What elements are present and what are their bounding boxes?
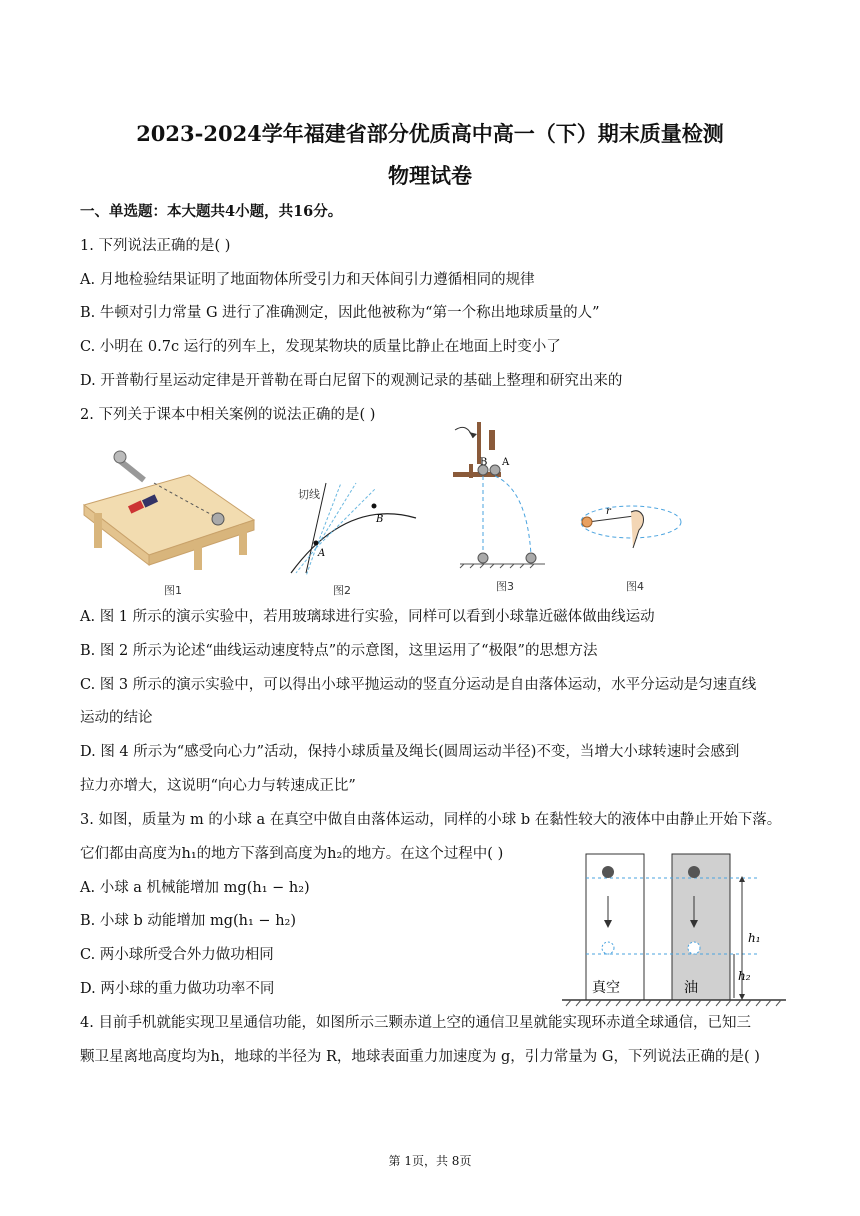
fig3-label-b: B — [480, 457, 488, 468]
q2-option-d-line2: 拉力亦增大，这说明“向心力与转速成正比” — [80, 778, 356, 794]
fig3-label-a: A — [502, 457, 510, 468]
figure-3-caption: 图3 — [496, 580, 514, 593]
figure-2-caption: 图2 — [333, 584, 351, 597]
q3-stem-line2: 它们都由高度为h₁的地方下落到高度为h₂的地方。在这个过程中( ) — [80, 846, 504, 862]
q2-option-c-line2: 运动的结论 — [80, 710, 153, 726]
q3-figure-vacuum-oil — [562, 848, 786, 1008]
q3-fig-oil-label: 油 — [684, 980, 698, 996]
q1-option-a: A. 月地检验结果证明了地面物体所受引力和天体间引力遵循相同的规律 — [80, 272, 535, 288]
q2-stem: 2. 下列关于课本中相关案例的说法正确的是( ) — [80, 407, 376, 423]
figure-1-table-magnet — [74, 445, 264, 570]
q2-option-c-line1: C. 图 3 所示的演示实验中，可以得出小球平抛运动的竖直分运动是自由落体运动，水平分运动是匀速直线 — [80, 677, 757, 693]
page-title: 2023-2024学年福建省部分优质高中高一（下）期末质量检测 — [136, 121, 724, 146]
q3-fig-vacuum-label: 真空 — [592, 980, 620, 996]
q1-option-d: D. 开普勒行星运动定律是开普勒在哥白尼留下的观测记录的基础上整理和研究出来的 — [80, 373, 623, 389]
q3-option-b: B. 小球 b 动能增加 mg(h₁ − h₂) — [80, 913, 296, 929]
q3-option-c: C. 两小球所受合外力做功相同 — [80, 947, 274, 963]
fig4-label-r: r — [606, 506, 611, 517]
fig2-label-b: B — [376, 514, 384, 525]
figure-4-caption: 图4 — [626, 580, 644, 593]
q4-stem-line1: 4. 目前手机就能实现卫星通信功能，如图所示三颗赤道上空的通信卫星就能实现环赤道全球通信，已知三 — [80, 1015, 751, 1031]
figure-3-free-fall-apparatus — [445, 420, 555, 572]
q3-option-a: A. 小球 a 机械能增加 mg(h₁ − h₂) — [80, 880, 310, 896]
q2-option-a: A. 图 1 所示的演示实验中，若用玻璃球进行实验，同样可以看到小球靠近磁体做曲线运动 — [80, 609, 655, 625]
page-subtitle: 物理试卷 — [388, 163, 472, 188]
q3-fig-h2: h₂ — [738, 969, 751, 983]
q1-stem: 1. 下列说法正确的是( ) — [80, 238, 231, 254]
q3-fig-h1: h₁ — [748, 931, 761, 945]
page-footer: 第 1页，共 8页 — [388, 1154, 472, 1168]
q3-option-d: D. 两小球的重力做功功率不同 — [80, 981, 275, 997]
q2-option-d-line1: D. 图 4 所示为“感受向心力”活动，保持小球质量及绳长(圆周运动半径)不变，当增大小球转速时会感到 — [80, 744, 740, 760]
q1-option-b: B. 牛顿对引力常量 G 进行了准确测定，因此他被称为“第一个称出地球质量的人” — [80, 305, 600, 321]
fig2-label-a: A — [318, 548, 326, 559]
section-heading: 一、单选题：本大题共4小题，共16分。 — [80, 203, 343, 220]
q2-option-b: B. 图 2 所示为论述“曲线运动速度特点”的示意图，这里运用了“极限”的思想方法 — [80, 643, 598, 659]
figure-1-caption: 图1 — [164, 584, 182, 597]
figure-4-circular-motion — [576, 490, 686, 560]
q3-stem-line1: 3. 如图，质量为 m 的小球 a 在真空中做自由落体运动，同样的小球 b 在黏性较大的液体中由静止开始下落。 — [80, 812, 782, 828]
fig2-tangent-label: 切线 — [298, 488, 320, 501]
q4-stem-line2: 颗卫星离地高度均为h，地球的半径为 R，地球表面重力加速度为 g，引力常量为 G，下列说法正确的是( ) — [80, 1049, 760, 1065]
q1-option-c: C. 小明在 0.7c 运行的列车上，发现某物块的质量比静止在地面上时变小了 — [80, 339, 561, 355]
